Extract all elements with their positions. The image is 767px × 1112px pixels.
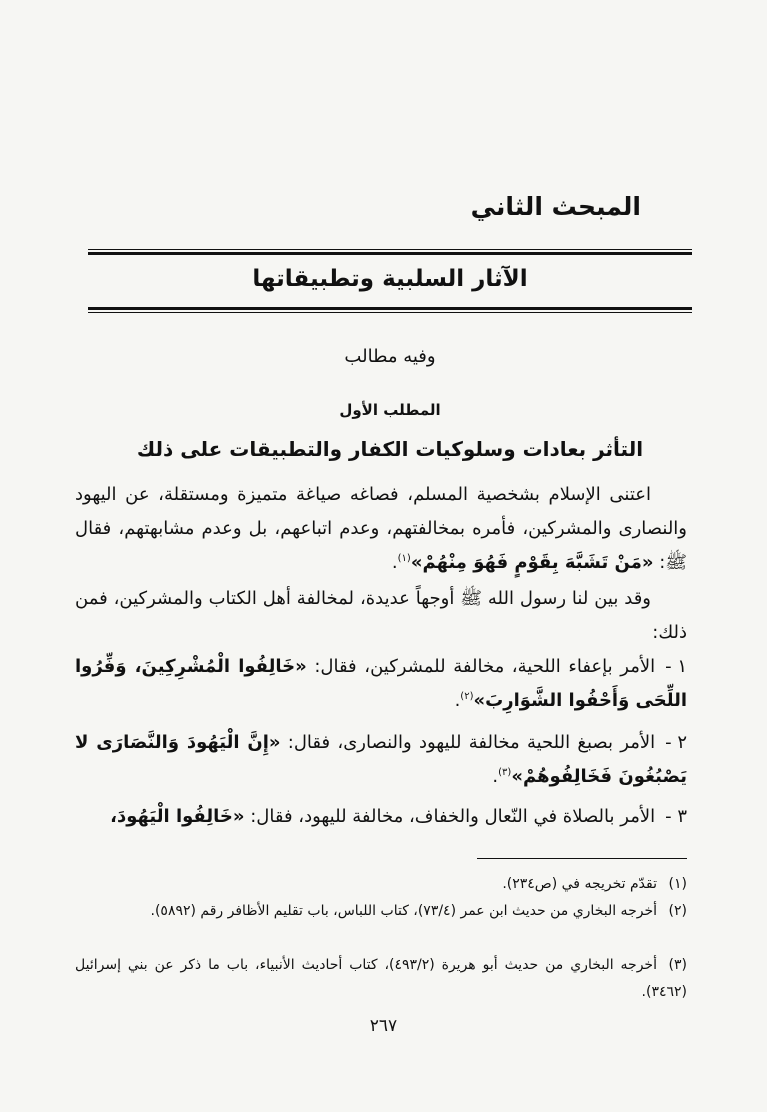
list-number: ٣ - [665, 806, 687, 827]
bottom-double-rule [88, 307, 692, 313]
footnote-text: تقدّم تخريجه في (ص٢٣٤). [502, 876, 657, 892]
top-double-rule [88, 249, 692, 255]
list-item [75, 800, 687, 834]
punctuation: . [391, 552, 398, 573]
list-item-text: الأمر بإعفاء اللحية، مخالفة للمشركين، فقال: [306, 656, 656, 677]
list-number: ٢ - [665, 732, 687, 753]
chapter-title: المبحث الثاني [470, 192, 641, 221]
punctuation: . [454, 690, 461, 711]
hadith-quote: «إِنَّ الْيَهُودَ وَالنَّصَارَى لا يَصْبُغُونَ فَخَالِفُوهُمْ» [75, 732, 687, 787]
footnote-separator [477, 858, 687, 859]
matlab-title: التأثر بعادات وسلوكيات الكفار والتطبيقات على ذلك [136, 437, 644, 461]
paragraph-2: وقد بين لنا رسول الله ﷺ أوجهاً عديدة، لمخالفة أهل الكتاب والمشركين، فمن ذلك: [75, 588, 687, 643]
footnote-number: (١) [668, 876, 687, 892]
footnote-ref: (١) [397, 553, 411, 564]
hadith-quote: «خَالِفُوا الْمُشْرِكِينَ، وَفِّرُوا اللِّحَى وَأَحْفُوا الشَّوَارِبَ» [75, 656, 687, 711]
page-number: ٢٦٧ [369, 1016, 398, 1036]
paragraph-1 [75, 478, 687, 580]
footnote-number: (٢) [668, 903, 687, 919]
footnote-text: أخرجه البخاري من حديث ابن عمر (٧٣/٤)، كتاب اللباس، باب تقليم الأظافر رقم (٥٨٩٢). [150, 903, 657, 919]
hadith-quote: «خَالِفُوا الْيَهُودَ، [110, 806, 245, 827]
subtitle: وفيه مطالب [344, 346, 436, 367]
list-item [75, 726, 687, 794]
footnote-text: أخرجه البخاري من حديث أبو هريرة (٤٩٣/٢)، كتاب أحاديث الأنبياء، باب ما ذكر عن بني إسرائيل (٣٤٦٢). [75, 957, 687, 1000]
matlab-label: المطلب الأول [339, 401, 441, 419]
list-item-text: الأمر بالصلاة في النّعال والخفاف، مخالفة لليهود، فقال: [244, 806, 656, 827]
footnote-ref: (٢) [460, 691, 474, 702]
paragraph-1-text: اعتنى الإسلام بشخصية المسلم، فصاغه صياغة متميزة ومستقلة، عن اليهود والنصارى والمشركين، فأمره بمخالفتهم، وعدم اتباعهم، بل وعدم مشابهتهم، فقال ﷺ: [75, 484, 687, 573]
footnote [75, 952, 687, 1006]
section-title: الآثار السلبية وتطبيقاتها [252, 266, 528, 292]
footnote-ref: (٣) [498, 767, 512, 778]
footnote-number: (٣) [668, 957, 687, 973]
list-item-text: الأمر بصبغ اللحية مخالفة لليهود والنصارى، فقال: [280, 732, 656, 753]
punctuation: . [492, 766, 499, 787]
list-number: ١ - [665, 656, 687, 677]
footnote [75, 898, 687, 925]
footnote [75, 871, 687, 898]
hadith-quote: «مَنْ تَشَبَّهَ بِقَوْمٍ فَهُوَ مِنْهُمْ» [410, 552, 654, 573]
list-item [75, 650, 687, 718]
